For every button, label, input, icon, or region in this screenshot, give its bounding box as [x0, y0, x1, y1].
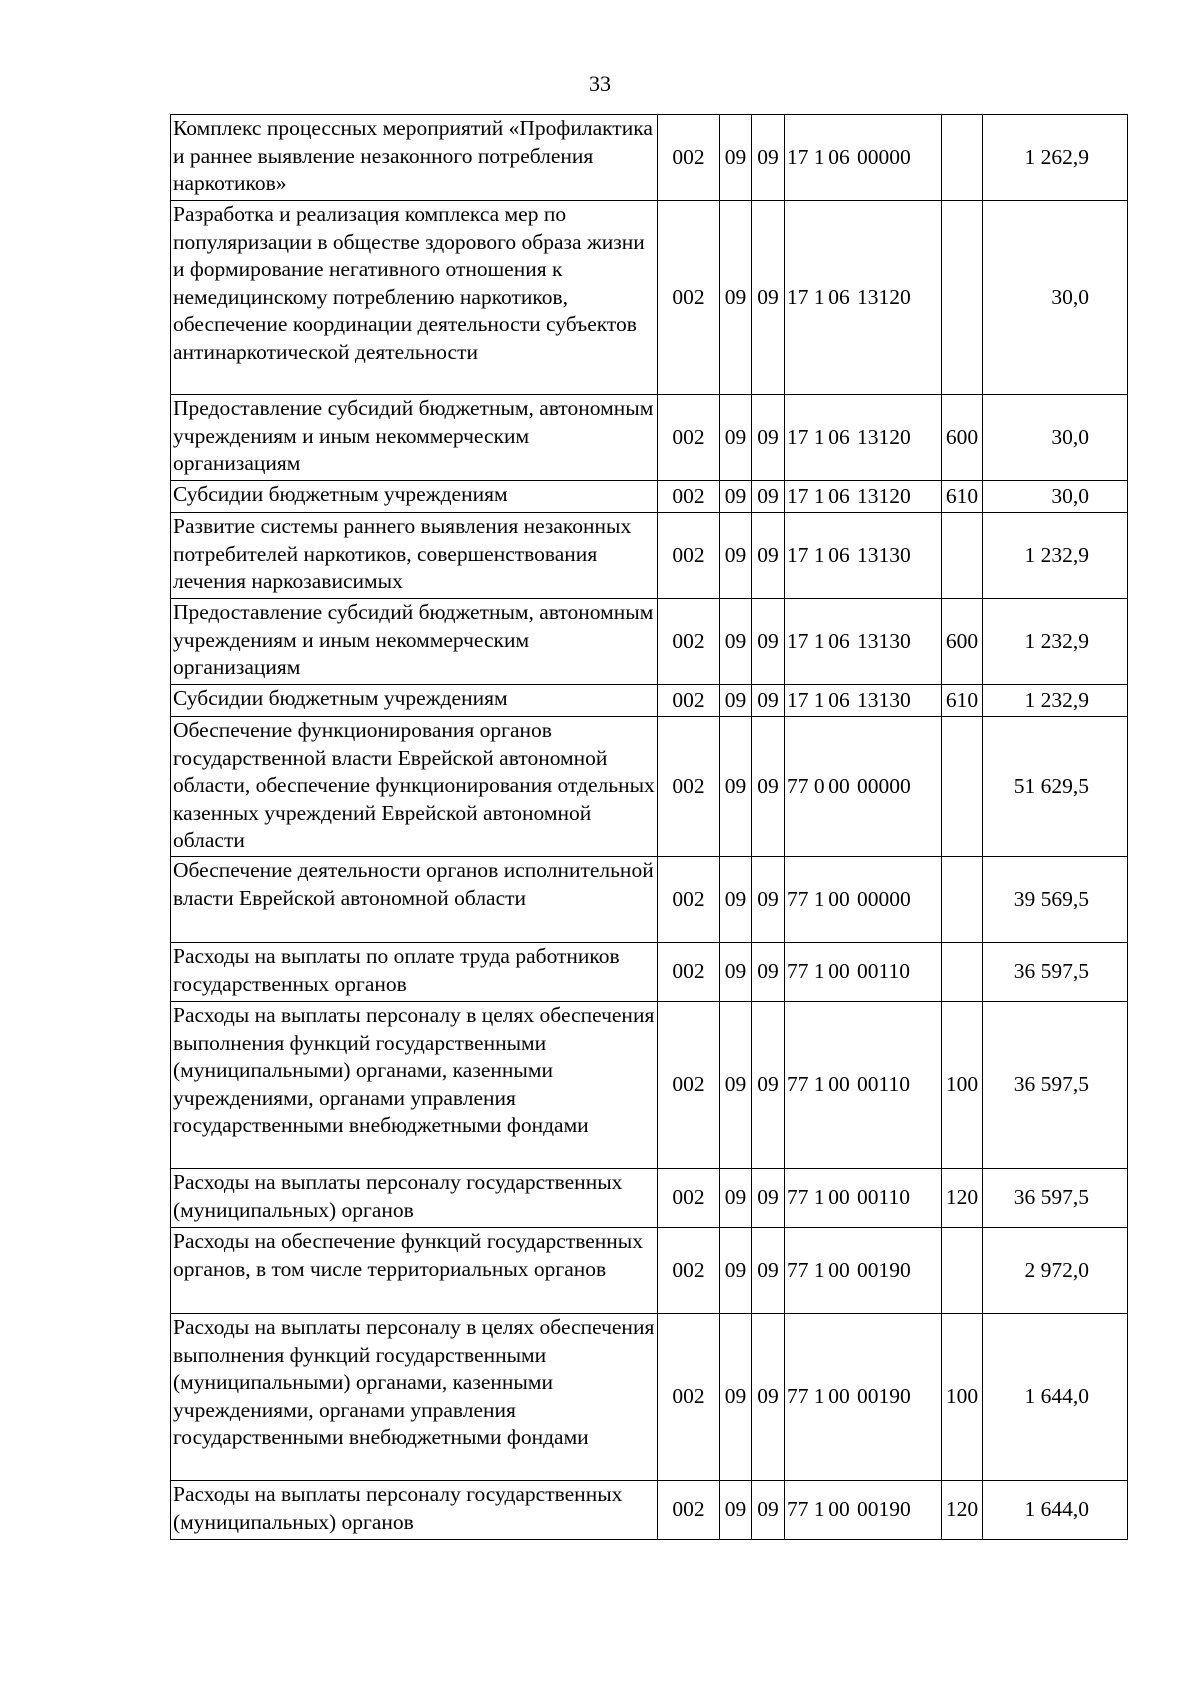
target-article-subprogram: 06	[828, 483, 850, 508]
ved-code: 002	[658, 1169, 720, 1228]
subsection-code: 09	[752, 717, 785, 857]
target-article-direction: 13130	[857, 542, 911, 567]
target-article-program: 77 1	[787, 959, 825, 984]
expense-item-name: Субсидии бюджетным учреждениям	[171, 481, 658, 513]
target-article-subprogram: 00	[828, 886, 850, 911]
amount: 2 972,0	[983, 1228, 1128, 1314]
table-row	[171, 599, 1128, 685]
section-code: 09	[720, 685, 752, 717]
amount: 1 232,9	[983, 513, 1128, 599]
table-row	[171, 201, 1128, 395]
target-article-direction: 13120	[857, 483, 911, 508]
target-article-direction: 00110	[857, 959, 910, 984]
target-article-program: 17 1	[787, 542, 825, 567]
table-row	[171, 685, 1128, 717]
subsection-code: 09	[752, 1169, 785, 1228]
budget-table-body	[171, 115, 1128, 1540]
subsection-code: 09	[752, 599, 785, 685]
target-article-subprogram: 06	[828, 687, 850, 712]
target-article-code	[785, 201, 942, 395]
section-code: 09	[720, 481, 752, 513]
section-code: 09	[720, 513, 752, 599]
target-article-program: 17 1	[787, 284, 825, 309]
ved-code: 002	[658, 481, 720, 513]
subsection-code: 09	[752, 481, 785, 513]
target-article-direction: 13130	[857, 628, 911, 653]
expense-item-name: Расходы на выплаты персоналу в целях обеспечения выполнения функций государственными (муниципальными) органами, казенными учреждениями, органами управления государственными внебюджетными фондами	[171, 1314, 658, 1481]
expense-item-name: Обеспечение функционирования органов государственной власти Еврейской автономной области, обеспечение функционирования отдельных казенных учреждений Еврейской автономной области	[171, 717, 658, 857]
target-article-code	[785, 1314, 942, 1481]
target-article-program: 17 1	[787, 144, 825, 169]
target-article-direction: 13120	[857, 424, 911, 449]
expense-item-name: Расходы на выплаты персоналу государственных (муниципальных) органов	[171, 1481, 658, 1540]
amount: 30,0	[983, 395, 1128, 481]
target-article-code	[785, 115, 942, 201]
expense-item-name: Развитие системы раннего выявления незаконных потребителей наркотиков, совершенствования лечения наркозависимых	[171, 513, 658, 599]
target-article-code	[785, 1228, 942, 1314]
target-article-subprogram: 00	[828, 1257, 850, 1282]
target-article-code	[785, 857, 942, 943]
target-article-subprogram: 00	[828, 1072, 850, 1097]
target-article-code	[785, 599, 942, 685]
target-article-program: 77 1	[787, 1497, 825, 1522]
expense-type-code: 600	[942, 395, 983, 481]
table-row	[171, 717, 1128, 857]
ved-code: 002	[658, 685, 720, 717]
expense-item-name: Разработка и реализация комплекса мер по популяризации в обществе здорового образа жизни и формирование негативного отношения к немедицинскому потреблению наркотиков, обеспечение координации деятельности субъектов антинаркотической деятельности	[171, 201, 658, 395]
subsection-code: 09	[752, 943, 785, 1002]
target-article-subprogram: 00	[828, 1384, 850, 1409]
expense-type-code: 100	[942, 1314, 983, 1481]
subsection-code: 09	[752, 513, 785, 599]
expense-type-code	[942, 115, 983, 201]
budget-table	[170, 114, 1128, 1540]
target-article-program: 77 0	[787, 773, 825, 798]
target-article-program: 17 1	[787, 628, 825, 653]
amount: 39 569,5	[983, 857, 1128, 943]
subsection-code: 09	[752, 115, 785, 201]
section-code: 09	[720, 395, 752, 481]
section-code: 09	[720, 115, 752, 201]
page-number: 33	[589, 71, 611, 96]
target-article-program: 17 1	[787, 687, 825, 712]
ved-code: 002	[658, 599, 720, 685]
target-article-code	[785, 395, 942, 481]
subsection-code: 09	[752, 395, 785, 481]
expense-item-name: Расходы на выплаты по оплате труда работников государственных органов	[171, 943, 658, 1002]
expense-item-name: Расходы на обеспечение функций государственных органов, в том числе территориальных органов	[171, 1228, 658, 1314]
subsection-code: 09	[752, 201, 785, 395]
target-article-subprogram: 06	[828, 284, 850, 309]
target-article-direction: 00000	[857, 144, 911, 169]
target-article-direction: 00190	[857, 1257, 911, 1282]
amount: 1 644,0	[983, 1481, 1128, 1540]
expense-type-code: 120	[942, 1481, 983, 1540]
expense-item-name: Предоставление субсидий бюджетным, автономным учреждениям и иным некоммерческим организациям	[171, 599, 658, 685]
table-row	[171, 1169, 1128, 1228]
section-code: 09	[720, 1228, 752, 1314]
target-article-code	[785, 513, 942, 599]
target-article-subprogram: 06	[828, 542, 850, 567]
ved-code: 002	[658, 395, 720, 481]
expense-type-code: 610	[942, 481, 983, 513]
section-code: 09	[720, 599, 752, 685]
target-article-direction: 00000	[857, 886, 911, 911]
section-code: 09	[720, 1314, 752, 1481]
subsection-code: 09	[752, 1228, 785, 1314]
expense-item-name: Расходы на выплаты персоналу государственных (муниципальных) органов	[171, 1169, 658, 1228]
target-article-code	[785, 481, 942, 513]
table-row	[171, 395, 1128, 481]
target-article-direction: 00110	[857, 1072, 910, 1097]
target-article-program: 77 1	[787, 1257, 825, 1282]
target-article-subprogram: 06	[828, 424, 850, 449]
expense-type-code	[942, 857, 983, 943]
target-article-program: 77 1	[787, 1384, 825, 1409]
expense-item-name: Субсидии бюджетным учреждениям	[171, 685, 658, 717]
target-article-code	[785, 1002, 942, 1169]
target-article-program: 77 1	[787, 1072, 825, 1097]
target-article-direction: 13120	[857, 284, 911, 309]
expense-type-code	[942, 513, 983, 599]
section-code: 09	[720, 201, 752, 395]
target-article-subprogram: 00	[828, 1497, 850, 1522]
expense-type-code: 610	[942, 685, 983, 717]
expense-item-name: Обеспечение деятельности органов исполнительной власти Еврейской автономной области	[171, 857, 658, 943]
ved-code: 002	[658, 717, 720, 857]
table-row	[171, 857, 1128, 943]
amount: 36 597,5	[983, 1169, 1128, 1228]
subsection-code: 09	[752, 1314, 785, 1481]
ved-code: 002	[658, 857, 720, 943]
target-article-program: 77 1	[787, 1185, 825, 1210]
subsection-code: 09	[752, 685, 785, 717]
table-row	[171, 943, 1128, 1002]
ved-code: 002	[658, 943, 720, 1002]
expense-type-code: 600	[942, 599, 983, 685]
target-article-subprogram: 00	[828, 773, 850, 798]
target-article-code	[785, 717, 942, 857]
target-article-direction: 00190	[857, 1497, 911, 1522]
target-article-direction: 00000	[857, 773, 911, 798]
subsection-code: 09	[752, 1002, 785, 1169]
section-code: 09	[720, 857, 752, 943]
target-article-code	[785, 685, 942, 717]
expense-type-code	[942, 1228, 983, 1314]
expense-type-code	[942, 943, 983, 1002]
table-row	[171, 513, 1128, 599]
table-row	[171, 115, 1128, 201]
amount: 1 232,9	[983, 685, 1128, 717]
target-article-subprogram: 06	[828, 144, 850, 169]
table-row	[171, 1228, 1128, 1314]
target-article-direction: 13130	[857, 687, 911, 712]
amount: 1 232,9	[983, 599, 1128, 685]
target-article-subprogram: 00	[828, 1185, 850, 1210]
target-article-program: 77 1	[787, 886, 825, 911]
ved-code: 002	[658, 1314, 720, 1481]
ved-code: 002	[658, 1002, 720, 1169]
target-article-direction: 00190	[857, 1384, 911, 1409]
target-article-direction: 00110	[857, 1185, 910, 1210]
expense-item-name: Предоставление субсидий бюджетным, автономным учреждениям и иным некоммерческим организациям	[171, 395, 658, 481]
subsection-code: 09	[752, 857, 785, 943]
target-article-program: 17 1	[787, 424, 825, 449]
target-article-code	[785, 1169, 942, 1228]
table-row	[171, 1481, 1128, 1540]
section-code: 09	[720, 1002, 752, 1169]
expense-type-code: 100	[942, 1002, 983, 1169]
target-article-subprogram: 00	[828, 959, 850, 984]
amount: 36 597,5	[983, 1002, 1128, 1169]
amount: 1 262,9	[983, 115, 1128, 201]
section-code: 09	[720, 1169, 752, 1228]
amount: 51 629,5	[983, 717, 1128, 857]
subsection-code: 09	[752, 1481, 785, 1540]
expense-type-code: 120	[942, 1169, 983, 1228]
ved-code: 002	[658, 513, 720, 599]
amount: 36 597,5	[983, 943, 1128, 1002]
target-article-subprogram: 06	[828, 628, 850, 653]
ved-code: 002	[658, 201, 720, 395]
amount: 1 644,0	[983, 1314, 1128, 1481]
expense-type-code	[942, 717, 983, 857]
table-row	[171, 1002, 1128, 1169]
target-article-program: 17 1	[787, 483, 825, 508]
section-code: 09	[720, 717, 752, 857]
ved-code: 002	[658, 115, 720, 201]
expense-item-name: Комплекс процессных мероприятий «Профилактика и раннее выявление незаконного потребления наркотиков»	[171, 115, 658, 201]
amount: 30,0	[983, 201, 1128, 395]
ved-code: 002	[658, 1228, 720, 1314]
target-article-code	[785, 943, 942, 1002]
table-row	[171, 481, 1128, 513]
target-article-code	[785, 1481, 942, 1540]
section-code: 09	[720, 943, 752, 1002]
table-row	[171, 1314, 1128, 1481]
expense-item-name: Расходы на выплаты персоналу в целях обеспечения выполнения функций государственными (муниципальными) органами, казенными учреждениями, органами управления государственными внебюджетными фондами	[171, 1002, 658, 1169]
section-code: 09	[720, 1481, 752, 1540]
expense-type-code	[942, 201, 983, 395]
amount: 30,0	[983, 481, 1128, 513]
ved-code: 002	[658, 1481, 720, 1540]
